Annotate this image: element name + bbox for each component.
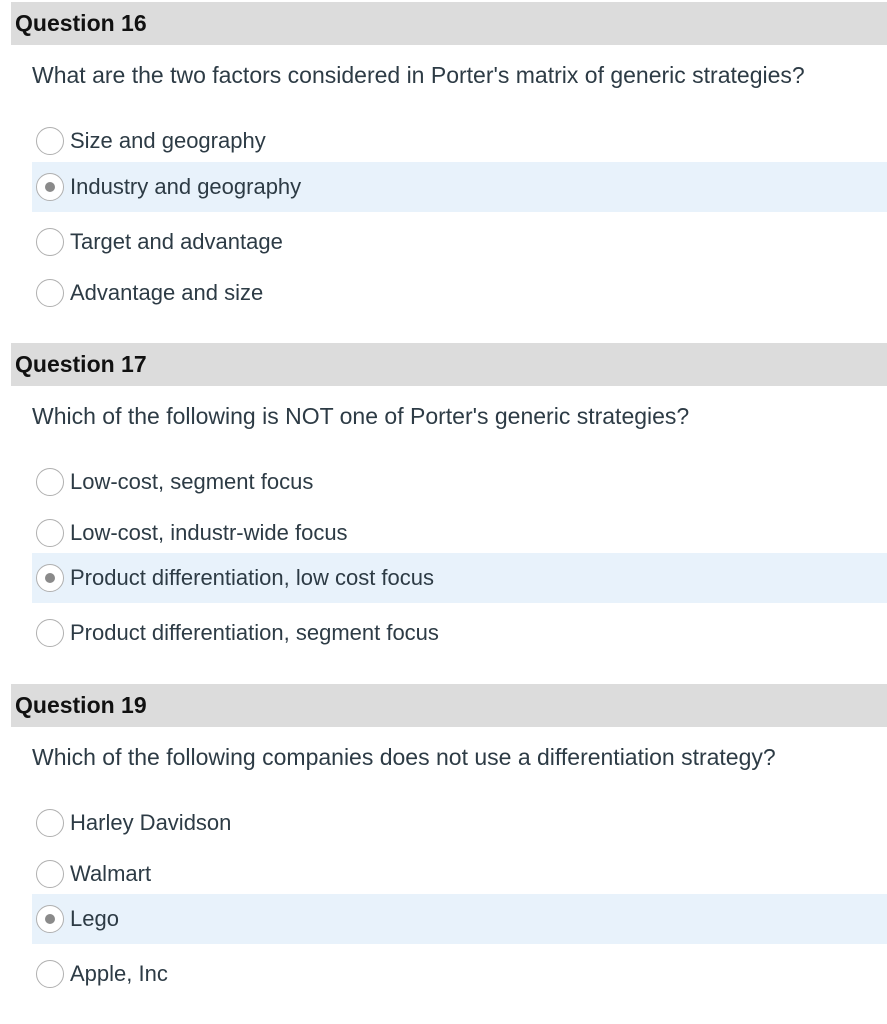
radio-button[interactable] — [36, 905, 64, 933]
question-title: Question 17 — [11, 343, 887, 386]
answer-option[interactable] — [32, 553, 887, 603]
radio-selected-dot — [45, 914, 55, 924]
radio-button[interactable] — [36, 809, 64, 837]
answer-label: Product differentiation, low cost focus — [70, 565, 435, 590]
answer-option[interactable] — [32, 894, 887, 944]
answer-label: Walmart — [70, 861, 152, 886]
radio-button[interactable] — [36, 860, 64, 888]
answer-option[interactable] — [32, 116, 887, 166]
radio-selected-dot — [45, 573, 55, 583]
answer-label: Advantage and size — [70, 280, 264, 305]
answer-option[interactable] — [32, 798, 887, 848]
answer-option[interactable] — [32, 162, 887, 212]
answer-option[interactable] — [32, 608, 887, 658]
radio-selected-dot — [45, 182, 55, 192]
radio-button[interactable] — [36, 960, 64, 988]
answer-label: Industry and geography — [70, 174, 302, 199]
answer-label: Size and geography — [70, 128, 266, 153]
question-title: Question 16 — [11, 2, 887, 45]
answer-option[interactable] — [32, 949, 887, 999]
answer-label: Harley Davidson — [70, 810, 232, 835]
answer-label: Low-cost, segment focus — [70, 469, 314, 494]
radio-button[interactable] — [36, 519, 64, 547]
question-title: Question 19 — [11, 684, 887, 727]
radio-button[interactable] — [36, 564, 64, 592]
answer-option[interactable] — [32, 217, 887, 267]
answer-label: Apple, Inc — [70, 961, 168, 986]
radio-button[interactable] — [36, 468, 64, 496]
answer-option[interactable] — [32, 268, 887, 318]
question-text: Which of the following is NOT one of Porter's generic strategies? — [32, 403, 690, 429]
radio-button[interactable] — [36, 127, 64, 155]
radio-button[interactable] — [36, 173, 64, 201]
answer-label: Product differentiation, segment focus — [70, 620, 439, 645]
answer-option[interactable] — [32, 508, 887, 558]
radio-button[interactable] — [36, 279, 64, 307]
answer-label: Target and advantage — [70, 229, 283, 254]
question-text: Which of the following companies does not use a differentiation strategy? — [32, 744, 776, 770]
answer-label: Low-cost, industr-wide focus — [70, 520, 348, 545]
answer-option[interactable] — [32, 457, 887, 507]
answer-label: Lego — [70, 906, 119, 931]
answer-option[interactable] — [32, 849, 887, 899]
radio-button[interactable] — [36, 619, 64, 647]
radio-button[interactable] — [36, 228, 64, 256]
question-text: What are the two factors considered in Porter's matrix of generic strategies? — [32, 62, 805, 88]
